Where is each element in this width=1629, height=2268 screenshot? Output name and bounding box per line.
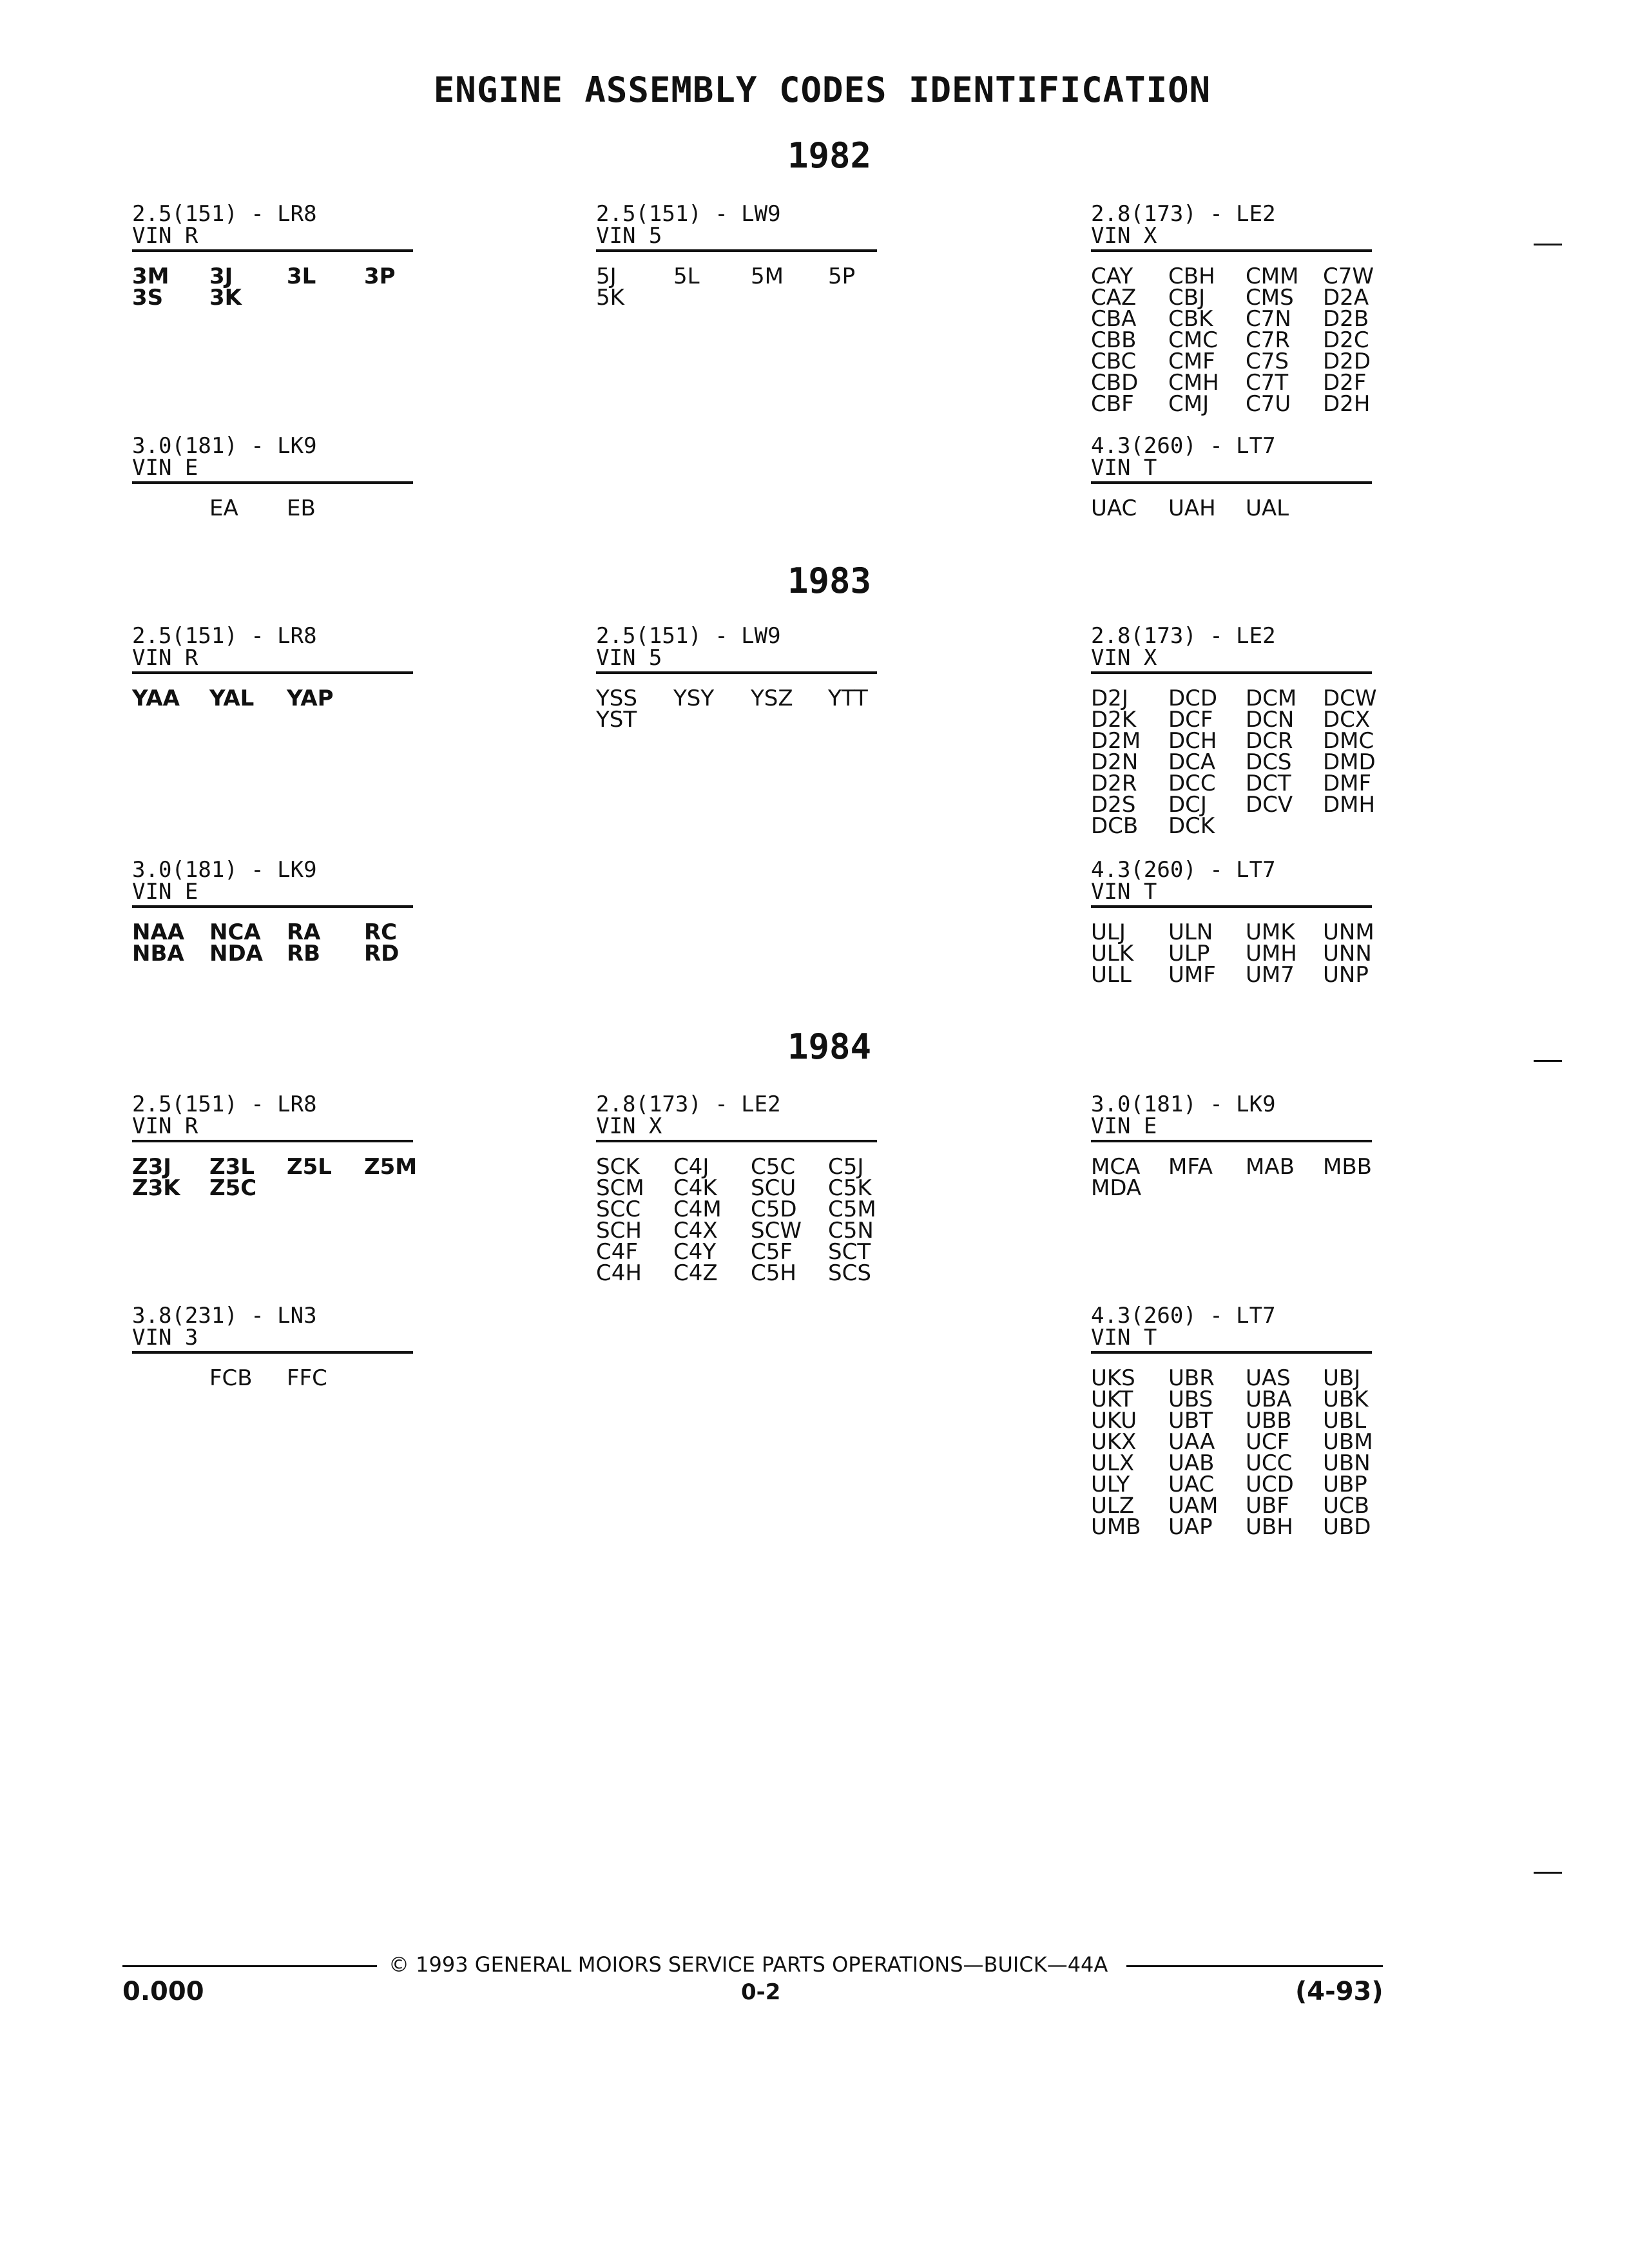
assembly-code: ULZ (1091, 1493, 1135, 1519)
assembly-code: DCX (1323, 707, 1371, 733)
page-title: ENGINE ASSEMBLY CODES IDENTIFICATION (433, 70, 1211, 110)
assembly-code: DCN (1246, 707, 1295, 733)
code-grid (1091, 1154, 1372, 1201)
engine-block-1984-lr8 (132, 1091, 418, 1201)
assembly-code: YSY (673, 686, 715, 711)
engine-block-1984-le2 (596, 1093, 877, 1284)
assembly-code: C4Z (673, 1260, 718, 1286)
assembly-code: UNN (1323, 941, 1372, 966)
assembly-code: UAA (1168, 1429, 1215, 1455)
engine-header (132, 435, 413, 484)
assembly-code: ULJ (1091, 919, 1126, 945)
assembly-code: SCK (596, 1154, 640, 1180)
assembly-code: UAC (1168, 1472, 1215, 1497)
engine-label: 4.3(260) - LT7 (1091, 1303, 1276, 1329)
code-grid (132, 688, 413, 709)
code-grid (132, 1365, 413, 1391)
assembly-code: ULX (1091, 1450, 1135, 1476)
assembly-code: C5C (751, 1154, 796, 1180)
assembly-code: DMF (1323, 771, 1372, 796)
code-grid (132, 495, 413, 521)
assembly-code: CBC (1091, 349, 1137, 374)
assembly-code: UAS (1246, 1365, 1291, 1391)
assembly-code: CBF (1091, 391, 1134, 417)
assembly-code: SCT (828, 1239, 871, 1265)
assembly-code: UCF (1246, 1429, 1290, 1455)
assembly-code: C4H (596, 1260, 642, 1286)
assembly-code: DCA (1168, 749, 1216, 775)
assembly-code: C5F (751, 1239, 793, 1265)
code-grid (1091, 495, 1372, 521)
assembly-code: D2B (1323, 306, 1369, 332)
assembly-code: FCB (209, 1365, 253, 1391)
assembly-code: YTT (828, 686, 868, 711)
assembly-code: CBD (1091, 370, 1139, 396)
assembly-code: UNP (1323, 962, 1369, 988)
margin-tick-mark (1534, 1872, 1562, 1874)
engine-block-1984-lt7 (1091, 1305, 1372, 1538)
assembly-code: CMJ (1168, 391, 1210, 417)
assembly-code: 3M (132, 264, 169, 289)
assembly-code: UMH (1246, 941, 1297, 966)
assembly-code: Z5L (287, 1154, 332, 1180)
engine-label: 2.5(151) - LW9 (596, 623, 781, 649)
year-heading-1984: 1984 (787, 1026, 872, 1067)
assembly-code: 5J (596, 264, 617, 289)
vin-label: VIN R (132, 1113, 198, 1139)
assembly-code: CMF (1168, 349, 1215, 374)
engine-label: 4.3(260) - LT7 (1091, 433, 1276, 459)
assembly-code: Z5C (209, 1175, 257, 1201)
assembly-code: C4F (596, 1239, 638, 1265)
assembly-code: DCK (1168, 813, 1215, 839)
assembly-code: NAA (132, 919, 185, 945)
assembly-code: C5N (828, 1218, 874, 1244)
assembly-code: UMF (1168, 962, 1216, 988)
assembly-code: CBH (1168, 264, 1215, 289)
assembly-code: C5H (751, 1260, 796, 1286)
assembly-code: D2R (1091, 771, 1137, 796)
assembly-code: ULN (1168, 919, 1213, 945)
assembly-code: SCH (596, 1218, 642, 1244)
assembly-code: C5D (751, 1196, 797, 1222)
assembly-code: UBJ (1323, 1365, 1361, 1391)
engine-block-1982-lt7 (1091, 435, 1372, 519)
engine-label: 3.0(181) - LK9 (1091, 1091, 1276, 1117)
assembly-code: SCS (828, 1260, 871, 1286)
assembly-code: 3S (132, 285, 164, 311)
assembly-code: C7W (1323, 264, 1374, 289)
assembly-code: SCW (751, 1218, 802, 1244)
assembly-code: 5P (828, 264, 856, 289)
margin-tick-mark (1534, 244, 1562, 245)
engine-block-1984-lk9 (1091, 1093, 1372, 1199)
assembly-code: RC (364, 919, 398, 945)
assembly-code: UM7 (1246, 962, 1295, 988)
vin-label: VIN T (1091, 1325, 1157, 1350)
assembly-code: DCS (1246, 749, 1292, 775)
assembly-code: UBT (1168, 1408, 1213, 1434)
assembly-code: MAB (1246, 1154, 1295, 1180)
footer-section-number: 0.000 (122, 1977, 204, 2006)
assembly-code: C4X (673, 1218, 718, 1244)
engine-label: 3.0(181) - LK9 (132, 433, 317, 459)
footer-copyright: © 1993 GENERAL MOIORS SERVICE PARTS OPERATIONS—BUICK—44A (389, 1952, 1108, 1977)
assembly-code: UBH (1246, 1514, 1293, 1540)
assembly-code: UKX (1091, 1429, 1137, 1455)
assembly-code: UBN (1323, 1450, 1371, 1476)
vin-label: VIN R (132, 223, 198, 249)
assembly-code: EB (287, 495, 316, 521)
assembly-code: MFA (1168, 1154, 1213, 1180)
assembly-code: UAM (1168, 1493, 1219, 1519)
code-grid (1091, 266, 1372, 415)
vin-label: VIN X (1091, 223, 1157, 249)
assembly-code: RA (287, 919, 321, 945)
vin-label: VIN 3 (132, 1325, 198, 1350)
assembly-code: NDA (209, 941, 263, 966)
assembly-code: NBA (132, 941, 184, 966)
assembly-code: DCW (1323, 686, 1377, 711)
assembly-code: MDA (1091, 1175, 1142, 1201)
assembly-code: DMC (1323, 728, 1374, 754)
assembly-code: UBB (1246, 1408, 1292, 1434)
code-grid (132, 919, 413, 966)
assembly-code: 3L (287, 264, 316, 289)
assembly-code: UBL (1323, 1408, 1367, 1434)
assembly-code: UBD (1323, 1514, 1371, 1540)
assembly-code: MBB (1323, 1154, 1372, 1180)
assembly-code: ULY (1091, 1472, 1130, 1497)
assembly-code: DCJ (1168, 792, 1207, 818)
engine-block-1983-lw9 (596, 625, 877, 731)
assembly-code: D2F (1323, 370, 1367, 396)
vin-label: VIN E (132, 455, 198, 481)
engine-block-1982-lk9 (132, 435, 413, 519)
assembly-code: CAY (1091, 264, 1133, 289)
assembly-code: DCM (1246, 686, 1297, 711)
assembly-code: CMH (1168, 370, 1219, 396)
footer-date-code: (4-93) (1295, 1977, 1383, 2006)
vin-label: VIN 5 (596, 645, 662, 671)
engine-header (596, 203, 877, 252)
engine-header (132, 1093, 413, 1142)
assembly-code: CBA (1091, 306, 1137, 332)
assembly-code: SCC (596, 1196, 641, 1222)
assembly-code: UBR (1168, 1365, 1215, 1391)
engine-block-1982-lw9 (596, 203, 877, 309)
engine-block-1982-le2 (1091, 203, 1372, 415)
code-grid (596, 1154, 877, 1286)
assembly-code: DCB (1091, 813, 1139, 839)
assembly-code: YAL (209, 686, 255, 711)
engine-header (1091, 625, 1372, 674)
engine-block-1982-lr8 (132, 203, 413, 309)
assembly-code: UBF (1246, 1493, 1289, 1519)
engine-label: 3.8(231) - LN3 (132, 1303, 317, 1329)
assembly-code: CBJ (1168, 285, 1206, 311)
engine-block-1983-lk9 (132, 859, 413, 965)
assembly-code: UBK (1323, 1387, 1369, 1412)
assembly-code: 5K (596, 285, 624, 311)
engine-label: 2.5(151) - LR8 (132, 201, 317, 227)
assembly-code: 3J (209, 264, 233, 289)
engine-header (132, 203, 413, 252)
assembly-code: C7N (1246, 306, 1291, 332)
footer-page-number: 0-2 (741, 1979, 781, 2005)
vin-label: VIN 5 (596, 223, 662, 249)
assembly-code: C4J (673, 1154, 709, 1180)
assembly-code: 3K (209, 285, 242, 311)
assembly-code: D2C (1323, 327, 1369, 353)
engine-header (132, 625, 413, 674)
assembly-code: YSS (596, 686, 637, 711)
assembly-code: D2K (1091, 707, 1137, 733)
assembly-code: EA (209, 495, 238, 521)
assembly-code: UKT (1091, 1387, 1133, 1412)
code-grid (132, 266, 413, 309)
assembly-code: DCT (1246, 771, 1291, 796)
assembly-code: CBK (1168, 306, 1213, 332)
assembly-code: UAC (1091, 495, 1137, 521)
assembly-code: YAP (287, 686, 334, 711)
assembly-code: UBP (1323, 1472, 1367, 1497)
assembly-code: UNM (1323, 919, 1374, 945)
code-grid (1091, 686, 1377, 839)
assembly-code: SCM (596, 1175, 644, 1201)
assembly-code: D2A (1323, 285, 1369, 311)
assembly-code: 3P (364, 264, 396, 289)
assembly-code: D2N (1091, 749, 1139, 775)
assembly-code: UAP (1168, 1514, 1213, 1540)
assembly-code: C7U (1246, 391, 1291, 417)
engine-header (132, 859, 413, 908)
assembly-code: NCA (209, 919, 261, 945)
vin-label: VIN X (1091, 645, 1157, 671)
vin-label: VIN T (1091, 455, 1157, 481)
assembly-code: C7S (1246, 349, 1289, 374)
assembly-code: YST (596, 707, 637, 733)
assembly-code: C4K (673, 1175, 717, 1201)
assembly-code: 5M (751, 264, 784, 289)
assembly-code: CMM (1246, 264, 1299, 289)
engine-header (1091, 859, 1372, 908)
assembly-code: C4M (673, 1196, 722, 1222)
margin-tick-mark (1534, 1060, 1562, 1062)
assembly-code: DCV (1246, 792, 1293, 818)
code-grid (1091, 1365, 1373, 1540)
assembly-code: DCH (1168, 728, 1217, 754)
engine-header (596, 625, 877, 674)
assembly-code: CMS (1246, 285, 1294, 311)
assembly-code: DCD (1168, 686, 1218, 711)
assembly-code: Z3L (209, 1154, 255, 1180)
assembly-code: UBM (1323, 1429, 1373, 1455)
vin-label: VIN T (1091, 879, 1157, 905)
engine-label: 2.8(173) - LE2 (596, 1091, 781, 1117)
engine-header (596, 1093, 877, 1142)
engine-header (1091, 1093, 1372, 1142)
assembly-code: UCB (1323, 1493, 1369, 1519)
assembly-code: D2J (1091, 686, 1128, 711)
vin-label: VIN E (132, 879, 198, 905)
footer-rule-left (122, 1965, 377, 1967)
year-heading-1983: 1983 (787, 561, 872, 601)
assembly-code: D2S (1091, 792, 1136, 818)
code-grid (132, 1154, 418, 1201)
vin-label: VIN R (132, 645, 198, 671)
assembly-code: UMB (1091, 1514, 1141, 1540)
assembly-code: UKU (1091, 1408, 1137, 1434)
assembly-code: DMH (1323, 792, 1376, 818)
assembly-code: DCC (1168, 771, 1216, 796)
vin-label: VIN X (596, 1113, 662, 1139)
assembly-code: FFC (287, 1365, 327, 1391)
assembly-code: DMD (1323, 749, 1376, 775)
engine-label: 4.3(260) - LT7 (1091, 857, 1276, 883)
assembly-code: CAZ (1091, 285, 1137, 311)
assembly-code: SCU (751, 1175, 796, 1201)
assembly-code: UCC (1246, 1450, 1293, 1476)
assembly-code: C5K (828, 1175, 872, 1201)
assembly-code: ULK (1091, 941, 1134, 966)
assembly-code: Z5M (364, 1154, 418, 1180)
assembly-code: CMC (1168, 327, 1218, 353)
assembly-code: C4Y (673, 1239, 717, 1265)
engine-label: 2.8(173) - LE2 (1091, 201, 1276, 227)
engine-label: 2.5(151) - LR8 (132, 1091, 317, 1117)
engine-label: 2.8(173) - LE2 (1091, 623, 1276, 649)
engine-block-1984-ln3 (132, 1305, 413, 1389)
assembly-code: 5L (673, 264, 700, 289)
assembly-code: C7T (1246, 370, 1289, 396)
assembly-code: MCA (1091, 1154, 1141, 1180)
assembly-code: RD (364, 941, 400, 966)
assembly-code: UCD (1246, 1472, 1294, 1497)
assembly-code: UAL (1246, 495, 1289, 521)
assembly-code: DCR (1246, 728, 1293, 754)
assembly-code: UAB (1168, 1450, 1215, 1476)
assembly-code: D2H (1323, 391, 1371, 417)
assembly-code: C5J (828, 1154, 864, 1180)
code-grid (596, 688, 877, 731)
code-grid (1091, 919, 1374, 988)
vin-label: VIN E (1091, 1113, 1157, 1139)
code-grid (596, 266, 877, 309)
assembly-code: D2M (1091, 728, 1141, 754)
assembly-code: C5M (828, 1196, 876, 1222)
assembly-code: ULP (1168, 941, 1210, 966)
assembly-code: UMK (1246, 919, 1295, 945)
assembly-code: YAA (132, 686, 180, 711)
engine-label: 2.5(151) - LW9 (596, 201, 781, 227)
engine-header (1091, 435, 1372, 484)
engine-label: 3.0(181) - LK9 (132, 857, 317, 883)
assembly-code: Z3K (132, 1175, 180, 1201)
engine-block-1983-lt7 (1091, 859, 1372, 986)
engine-block-1983-lr8 (132, 625, 413, 709)
engine-header (1091, 203, 1372, 252)
assembly-code: C7R (1246, 327, 1290, 353)
assembly-code: DCF (1168, 707, 1213, 733)
engine-block-1983-le2 (1091, 623, 1377, 839)
footer-rule-right (1126, 1965, 1383, 1967)
assembly-code: UAH (1168, 495, 1216, 521)
year-heading-1982: 1982 (787, 135, 872, 176)
engine-header (1091, 1305, 1372, 1354)
assembly-code: ULL (1091, 962, 1132, 988)
assembly-code: UKS (1091, 1365, 1135, 1391)
assembly-code: UBA (1246, 1387, 1292, 1412)
engine-label: 2.5(151) - LR8 (132, 623, 317, 649)
assembly-code: CBB (1091, 327, 1137, 353)
assembly-code: D2D (1323, 349, 1371, 374)
assembly-code: YSZ (751, 686, 793, 711)
assembly-code: UBS (1168, 1387, 1213, 1412)
assembly-code: RB (287, 941, 321, 966)
engine-header (132, 1305, 413, 1354)
assembly-code: Z3J (132, 1154, 171, 1180)
